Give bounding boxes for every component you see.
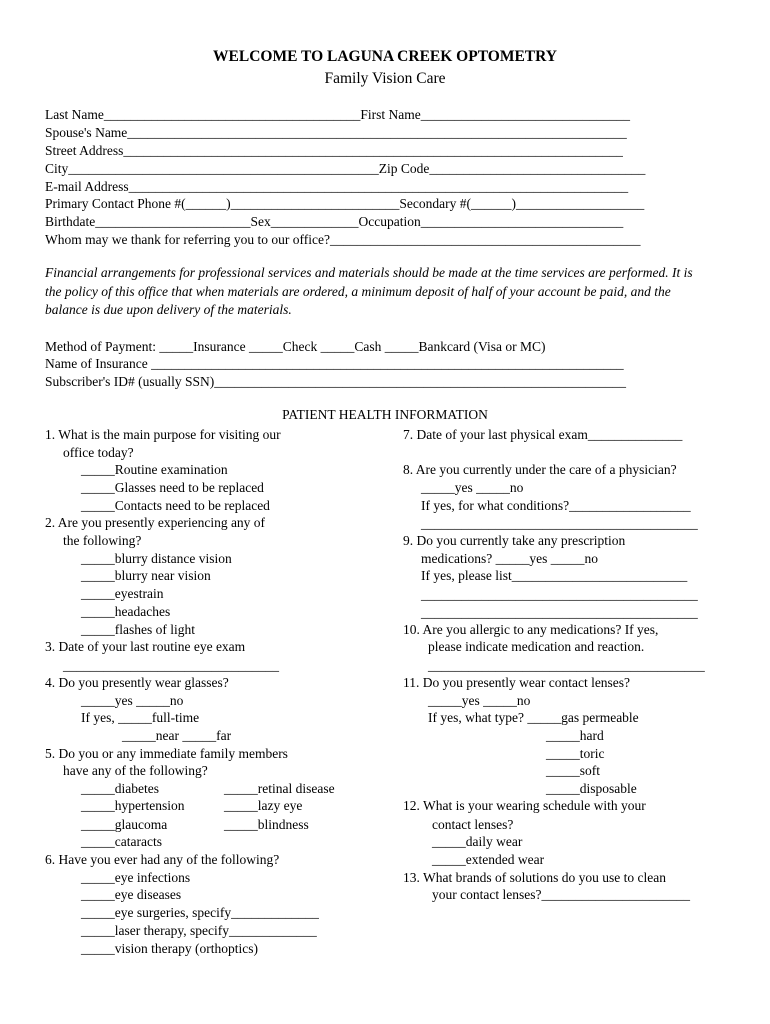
option-laser-therapy[interactable]: _____laser therapy, specify_____________ — [81, 923, 317, 938]
glasses-near-far[interactable]: _____near _____far — [122, 728, 232, 743]
birthdate-sex-occupation-field[interactable]: Birthdate_______________________Sex_____________Occupation______________________________ — [45, 214, 624, 229]
last-first-name-field[interactable]: Last Name______________________________________First Name_______________________________ — [45, 107, 630, 122]
question-6: 6. Have you ever had any of the following? — [45, 852, 280, 867]
financial-policy-text: Financial arrangements for professional services and materials should be made at the time services are performed. It is the policy of this office that when materials are ordered, a minimum deposit of half of your account be paid, and the balance is due upon delivery of the materials. — [45, 265, 693, 317]
option-toric[interactable]: _____toric — [546, 746, 605, 761]
question-5: 5. Do you or any immediate family members — [45, 746, 288, 761]
spouse-name-field[interactable]: Spouse's Name__________________________________________________________________________ — [45, 125, 627, 140]
question-12: 12. What is your wearing schedule with your — [403, 798, 646, 813]
question-7[interactable]: 7. Date of your last physical exam______________ — [403, 427, 683, 442]
option-contacts-replace[interactable]: _____Contacts need to be replaced — [81, 498, 270, 513]
option-lazy-eye[interactable]: _____lazy eye — [224, 798, 303, 813]
question-1-cont: office today? — [63, 445, 134, 460]
solutions-field[interactable]: your contact lenses?______________________ — [432, 887, 690, 902]
physician-conditions-line[interactable]: _________________________________________ — [421, 516, 698, 531]
question-12-cont: contact lenses? — [432, 817, 514, 832]
option-blurry-near[interactable]: _____blurry near vision — [81, 568, 211, 583]
option-diabetes[interactable]: _____diabetes — [81, 781, 159, 796]
city-zip-field[interactable]: City______________________________________________Zip Code________________________________ — [45, 161, 646, 176]
last-eye-exam-field[interactable]: ________________________________ — [63, 658, 279, 673]
medications-list-line-1[interactable]: _________________________________________ — [421, 587, 698, 602]
health-section-heading: PATIENT HEALTH INFORMATION — [282, 407, 488, 422]
payment-method-options[interactable]: Method of Payment: _____Insurance _____Check _____Cash _____Bankcard (Visa or MC) — [45, 339, 546, 354]
allergy-field[interactable]: _________________________________________ — [428, 658, 705, 673]
question-9: 9. Do you currently take any prescription — [403, 533, 626, 548]
question-3: 3. Date of your last routine eye exam — [45, 639, 246, 654]
option-hypertension[interactable]: _____hypertension — [81, 798, 185, 813]
option-cataracts[interactable]: _____cataracts — [81, 834, 162, 849]
question-5-cont: have any of the following? — [63, 763, 208, 778]
option-headaches[interactable]: _____headaches — [81, 604, 171, 619]
question-10-cont: please indicate medication and reaction. — [428, 639, 645, 654]
medications-list-field[interactable]: If yes, please list__________________________ — [421, 568, 688, 583]
option-eye-infections[interactable]: _____eye infections — [81, 870, 191, 885]
option-daily-wear[interactable]: _____daily wear — [432, 834, 523, 849]
physician-conditions-field[interactable]: If yes, for what conditions?__________________ — [421, 498, 691, 513]
option-glaucoma[interactable]: _____glaucoma — [81, 817, 168, 832]
option-retinal-disease[interactable]: _____retinal disease — [224, 781, 335, 796]
option-vision-therapy[interactable]: _____vision therapy (orthoptics) — [81, 941, 258, 956]
option-gas-permeable[interactable]: If yes, what type? _____gas permeable — [428, 710, 639, 725]
question-2: 2. Are you presently experiencing any of — [45, 515, 266, 530]
option-soft[interactable]: _____soft — [546, 763, 600, 778]
question-4: 4. Do you presently wear glasses? — [45, 675, 229, 690]
question-1: 1. What is the main purpose for visiting our — [45, 427, 281, 442]
subscriber-id-field[interactable]: Subscriber's ID# (usually SSN)_____________________________________________________________ — [45, 374, 627, 389]
physician-yes-no[interactable]: _____yes _____no — [421, 480, 524, 495]
referral-field[interactable]: Whom may we thank for referring you to our office?______________________________________________ — [45, 232, 641, 247]
glasses-yes-no[interactable]: _____yes _____no — [81, 693, 184, 708]
option-eyestrain[interactable]: _____eyestrain — [81, 586, 164, 601]
question-2-cont: the following? — [63, 533, 142, 548]
insurance-name-field[interactable]: Name of Insurance ______________________________________________________________________ — [45, 356, 624, 371]
option-eye-diseases[interactable]: _____eye diseases — [81, 887, 182, 902]
question-11: 11. Do you presently wear contact lenses? — [403, 675, 631, 690]
email-field[interactable]: E-mail Address__________________________________________________________________________ — [45, 179, 629, 194]
form-title: WELCOME TO LAGUNA CREEK OPTOMETRY — [213, 48, 557, 65]
option-blindness[interactable]: _____blindness — [224, 817, 309, 832]
street-address-field[interactable]: Street Address__________________________________________________________________________ — [45, 143, 623, 158]
phone-field[interactable]: Primary Contact Phone #(______)_________________________Secondary #(______)___________________ — [45, 196, 645, 211]
option-extended-wear[interactable]: _____extended wear — [432, 852, 545, 867]
question-10: 10. Are you allergic to any medications? If yes, — [403, 622, 659, 637]
option-blurry-distance[interactable]: _____blurry distance vision — [81, 551, 232, 566]
form-subtitle: Family Vision Care — [324, 70, 446, 87]
medications-yes-no[interactable]: medications? _____yes _____no — [421, 551, 598, 566]
option-routine-exam[interactable]: _____Routine examination — [81, 462, 228, 477]
option-disposable[interactable]: _____disposable — [546, 781, 637, 796]
option-hard[interactable]: _____hard — [546, 728, 604, 743]
option-eye-surgeries[interactable]: _____eye surgeries, specify_____________ — [81, 905, 319, 920]
question-8: 8. Are you currently under the care of a physician? — [403, 462, 677, 477]
medications-list-line-2[interactable]: _________________________________________ — [421, 605, 698, 620]
glasses-full-time[interactable]: If yes, _____full-time — [81, 710, 200, 725]
option-glasses-replace[interactable]: _____Glasses need to be replaced — [81, 480, 264, 495]
contacts-yes-no[interactable]: _____yes _____no — [428, 693, 531, 708]
question-13: 13. What brands of solutions do you use to clean — [403, 870, 666, 885]
option-flashes[interactable]: _____flashes of light — [81, 622, 195, 637]
